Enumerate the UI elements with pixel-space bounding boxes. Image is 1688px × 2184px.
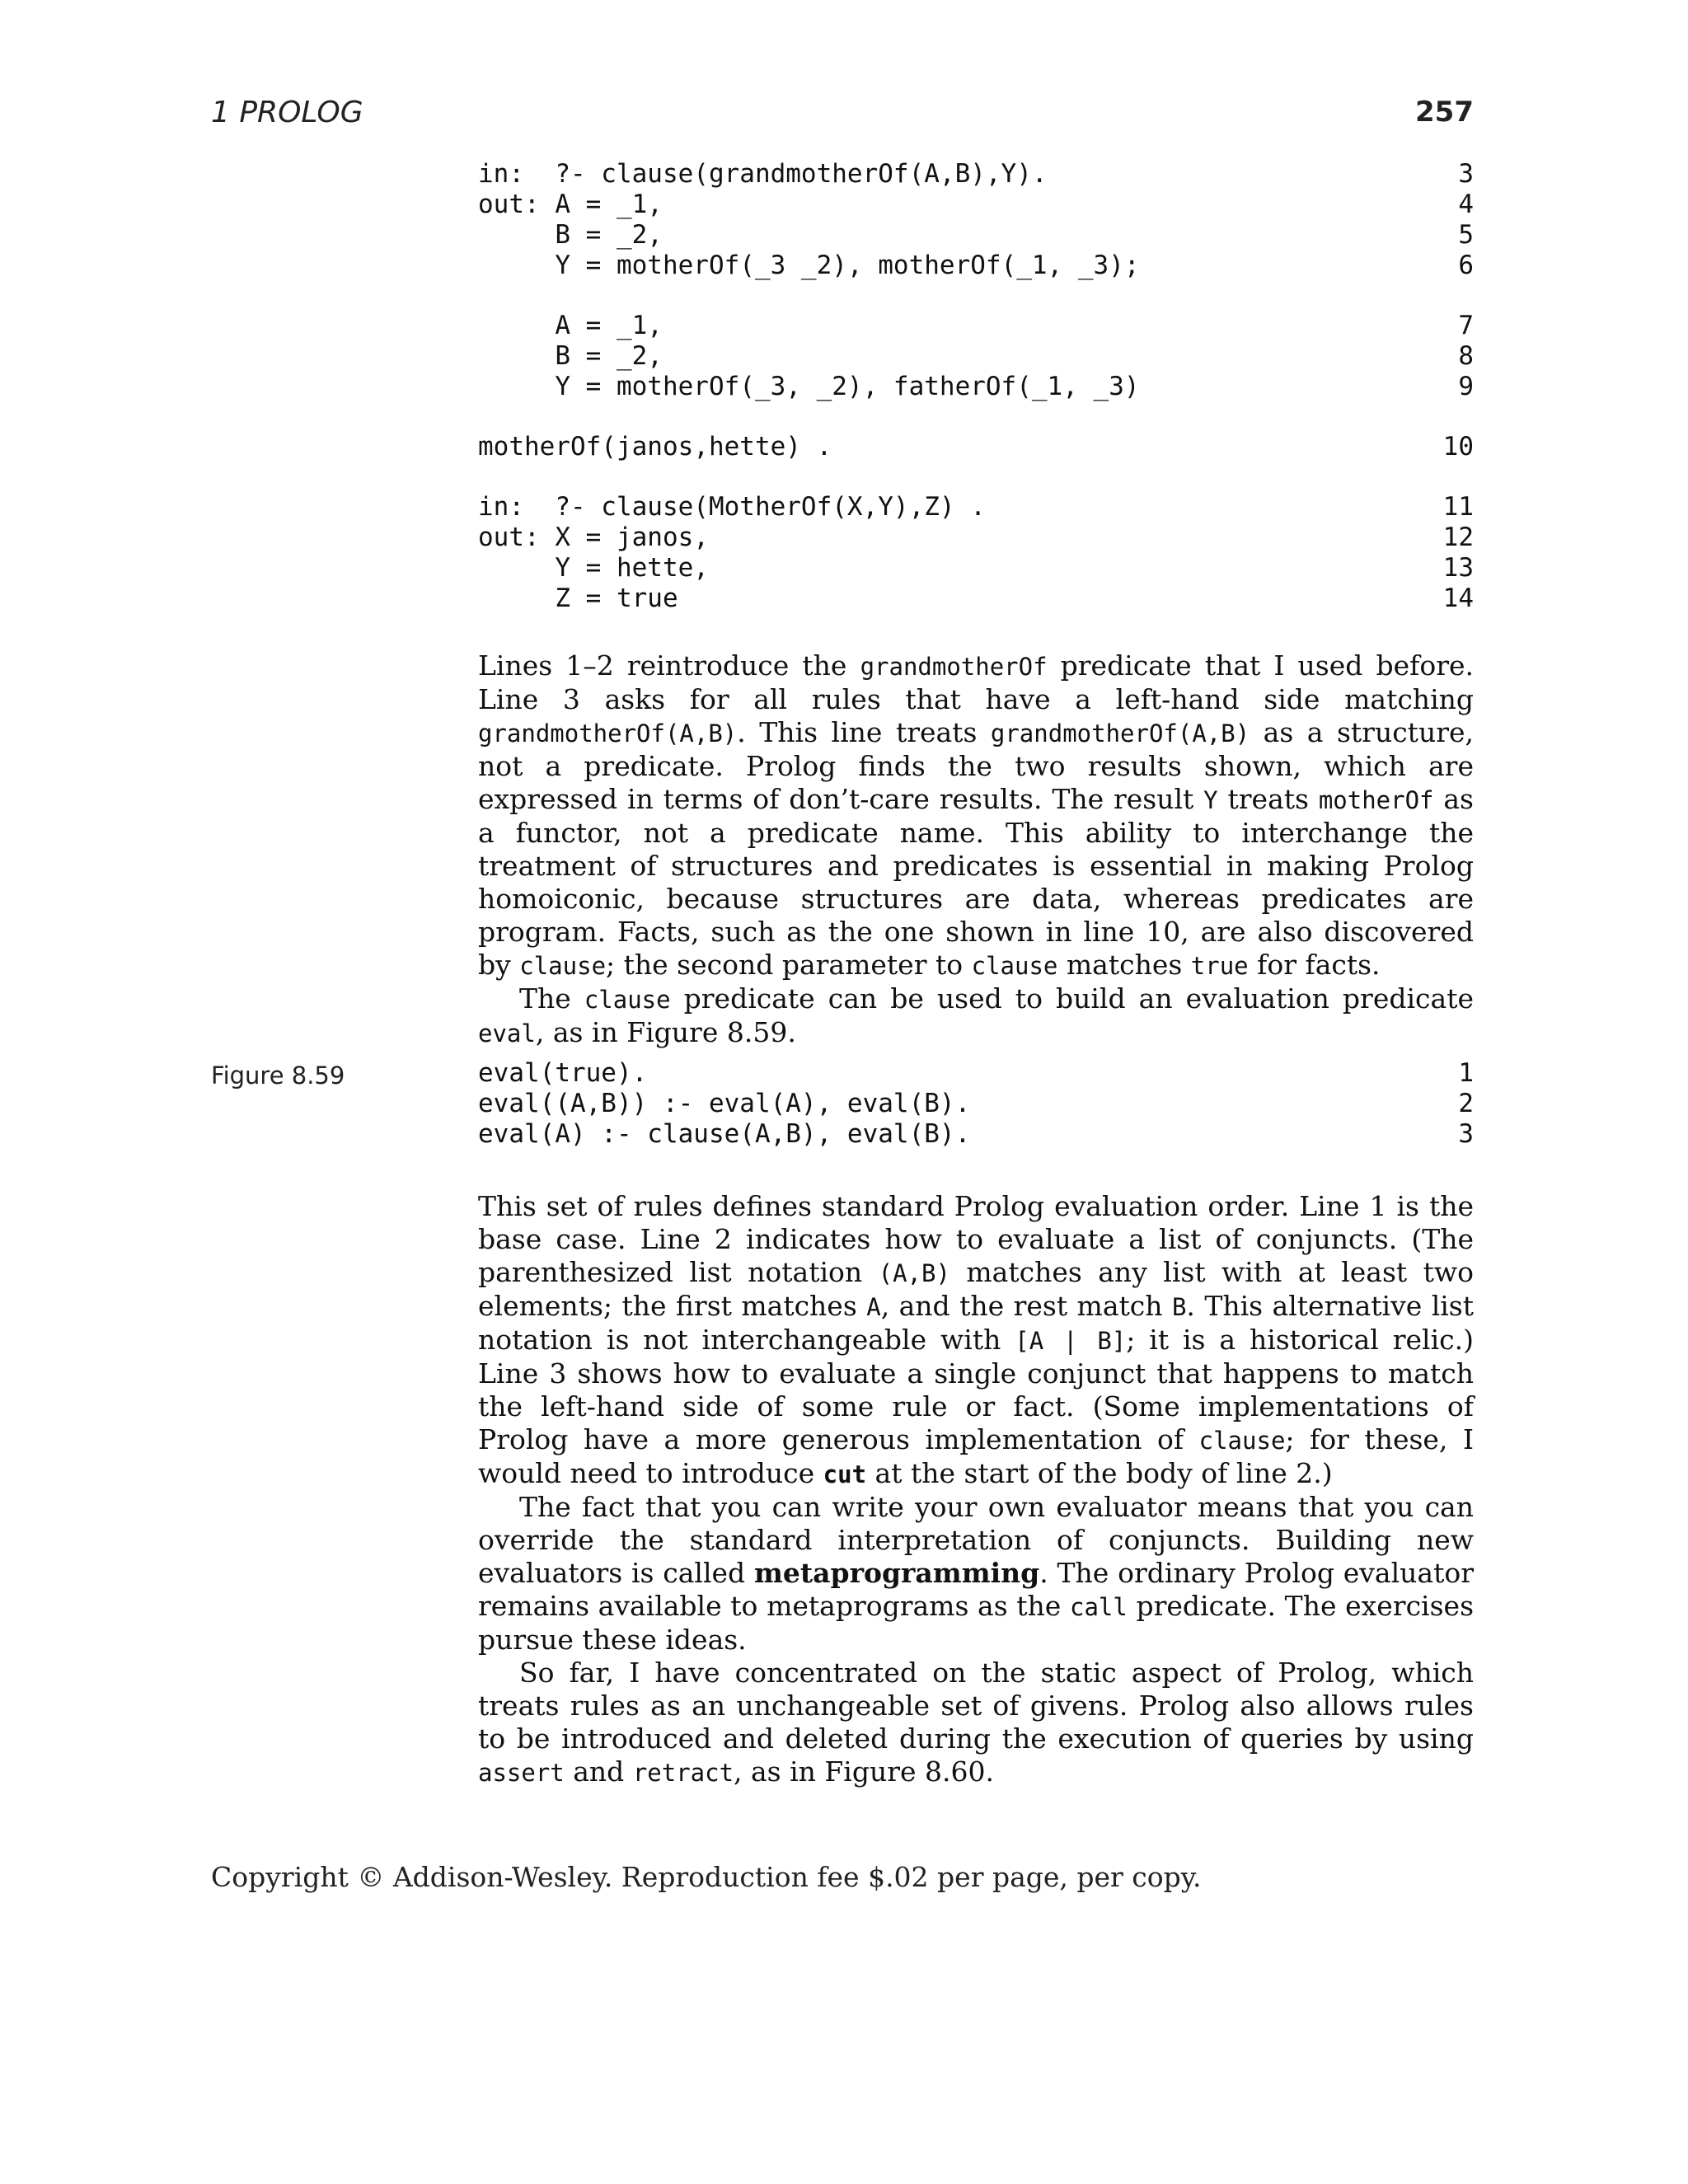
inline-code: A — [866, 1293, 881, 1321]
copyright-footer: Copyright © Addison-Wesley. Reproduction fee $.02 per page, per copy. — [211, 1861, 1202, 1893]
code-line — [478, 372, 1474, 402]
inline-code: grandmotherOf(A,B) — [478, 719, 738, 748]
code-line — [478, 311, 1474, 341]
code-text: Z = true — [478, 583, 678, 613]
code-text: eval(true). — [478, 1058, 648, 1088]
code-line — [478, 159, 1474, 190]
inline-code: retract — [632, 1759, 734, 1787]
inline-code: clause — [1198, 1427, 1286, 1455]
text-run: The — [519, 982, 584, 1015]
code-line — [478, 251, 1474, 281]
code-line — [478, 432, 1474, 462]
text-run: ; for these, I would need to introduce — [478, 1423, 1474, 1489]
text-run: at the start of the body of line 2.) — [866, 1457, 1333, 1489]
inline-code: motherOf — [1318, 786, 1434, 814]
text-run: , as in Figure 8.60. — [734, 1755, 994, 1788]
bold-term: metaprogramming — [753, 1557, 1040, 1589]
code-line — [478, 190, 1474, 220]
paragraph-5 — [478, 1657, 1474, 1789]
text-run: ; the second parameter to — [606, 949, 972, 981]
text-run: , as in Figure 8.59. — [535, 1016, 796, 1048]
code-line — [478, 1119, 1474, 1150]
text-run: . This line treats — [737, 716, 991, 748]
code-text: Y = motherOf(_3, _2), fatherOf(_1, _3) — [478, 372, 1140, 401]
code-line — [478, 1058, 1474, 1089]
code-text: in: ?- clause(MotherOf(X,Y),Z) . — [478, 492, 986, 522]
text-run: , and the rest match — [880, 1290, 1172, 1322]
line-number: 12 — [1442, 523, 1474, 552]
text-run: ; it is a historical relic.) Line 3 shows how to evaluate a single conjunct that happens to match the left-hand side of some rule or fact. (Some implementations of Prolog have a more generous implementation of — [478, 1324, 1475, 1455]
code-line — [478, 1089, 1474, 1119]
text-run: So far, I have concentrated on the static aspect of Prolog, which treats rules as an unchangeable set of givens. Prolog also allows rules to be introduced and deleted during the execution of queries by using — [478, 1657, 1474, 1755]
inline-code: Y — [1203, 786, 1218, 814]
text-run: matches any list with at least two elements; the first matches — [478, 1256, 1475, 1322]
code-gap — [478, 462, 1474, 492]
code-text: eval((A,B)) :- eval(A), eval(B). — [478, 1089, 971, 1118]
code-listing-figure — [478, 1058, 1474, 1150]
code-line — [478, 583, 1474, 614]
inline-code-bold: cut — [823, 1460, 867, 1488]
code-text: motherOf(janos,hette) . — [478, 432, 832, 462]
text-run: The fact that you can write your own evaluator means that you can override the standard interpretation of conjuncts. Building new evaluators is called — [478, 1491, 1474, 1589]
line-number: 5 — [1458, 220, 1474, 250]
line-number: 10 — [1442, 432, 1474, 462]
code-text: Y = motherOf(_3 _2), motherOf(_1, _3); — [478, 251, 1140, 280]
code-text: Y = hette, — [478, 553, 709, 583]
line-number: 6 — [1458, 251, 1474, 280]
body-text-lower — [478, 1190, 1474, 1789]
text-run: as a functor, not a predicate name. This ability to interchange the treatment of structures and predicates is essential in making Prolog homoiconic, because structures are data, whereas predicates are program. Facts, such as the one shown in line 10, are also discovered by — [478, 783, 1474, 981]
text-run: predicate can be used to build an evaluation predicate — [670, 982, 1474, 1015]
body-text-upper — [478, 649, 1474, 1050]
code-line — [478, 523, 1474, 553]
page-number: 257 — [1415, 96, 1474, 129]
inline-code: clause — [519, 952, 607, 980]
text-run: . The ordinary Prolog evaluator remains available to metaprograms as the — [478, 1557, 1474, 1622]
line-number: 4 — [1458, 190, 1474, 219]
code-gap — [478, 281, 1474, 311]
inline-code: grandmotherOf — [860, 653, 1048, 681]
line-number: 14 — [1442, 583, 1474, 613]
inline-code: (A,B) — [878, 1259, 950, 1287]
line-number: 7 — [1458, 311, 1474, 340]
inline-code: true — [1190, 952, 1249, 980]
paragraph-4 — [478, 1491, 1474, 1657]
text-run: as a structure, not a predicate. Prolog finds the two results shown, which are expressed in terms of don’t-care results. The result — [478, 716, 1474, 815]
code-listing-top — [478, 159, 1474, 614]
line-number: 8 — [1458, 341, 1474, 371]
line-number: 3 — [1458, 1119, 1474, 1149]
text-run: Lines 1–2 reintroduce the — [478, 649, 860, 682]
inline-code: eval — [478, 1019, 536, 1047]
line-number: 13 — [1442, 553, 1474, 583]
code-text: in: ?- clause(grandmotherOf(A,B),Y). — [478, 159, 1048, 189]
line-number: 1 — [1458, 1058, 1474, 1088]
inline-code: [A | B] — [1015, 1327, 1127, 1355]
code-line — [478, 341, 1474, 372]
figure-label: Figure 8.59 — [211, 1062, 345, 1090]
code-text: out: A = _1, — [478, 190, 663, 219]
code-text: B = _2, — [478, 341, 663, 371]
paragraph-1 — [478, 649, 1474, 982]
code-text: B = _2, — [478, 220, 663, 250]
line-number: 9 — [1458, 372, 1474, 401]
text-run: for facts. — [1248, 949, 1381, 981]
code-gap — [478, 402, 1474, 432]
code-text: A = _1, — [478, 311, 663, 340]
text-run: . This alternative list notation is not interchangeable with — [478, 1290, 1475, 1356]
code-line — [478, 553, 1474, 583]
inline-code: assert — [478, 1759, 565, 1787]
text-run: predicate. The exercises pursue these ideas. — [478, 1590, 1475, 1656]
line-number: 2 — [1458, 1089, 1474, 1118]
line-number: 11 — [1442, 492, 1474, 522]
text-run: matches — [1057, 949, 1191, 981]
line-number: 3 — [1458, 159, 1474, 189]
running-header-chapter: 1 PROLOG — [211, 96, 363, 129]
code-line — [478, 492, 1474, 523]
text-run: treats — [1217, 783, 1319, 815]
inline-code: B — [1171, 1293, 1187, 1321]
text-run: and — [564, 1755, 633, 1788]
text-run: This set of rules defines standard Prolog evaluation order. Line 1 is the base case. Line 2 indicates how to evaluate a list of conjuncts. (The parenthesized list notation — [478, 1190, 1474, 1288]
code-line — [478, 220, 1474, 251]
code-text: out: X = janos, — [478, 523, 709, 552]
inline-code: clause — [971, 952, 1058, 980]
inline-code: clause — [584, 986, 671, 1014]
paragraph-3 — [478, 1190, 1474, 1491]
inline-code: grandmotherOf(A,B) — [990, 719, 1250, 748]
text-run: predicate that I used before. Line 3 asks for all rules that have a left-hand side matching — [478, 649, 1474, 715]
paragraph-2 — [478, 982, 1474, 1050]
inline-code: call — [1070, 1593, 1128, 1621]
code-text: eval(A) :- clause(A,B), eval(B). — [478, 1119, 971, 1149]
